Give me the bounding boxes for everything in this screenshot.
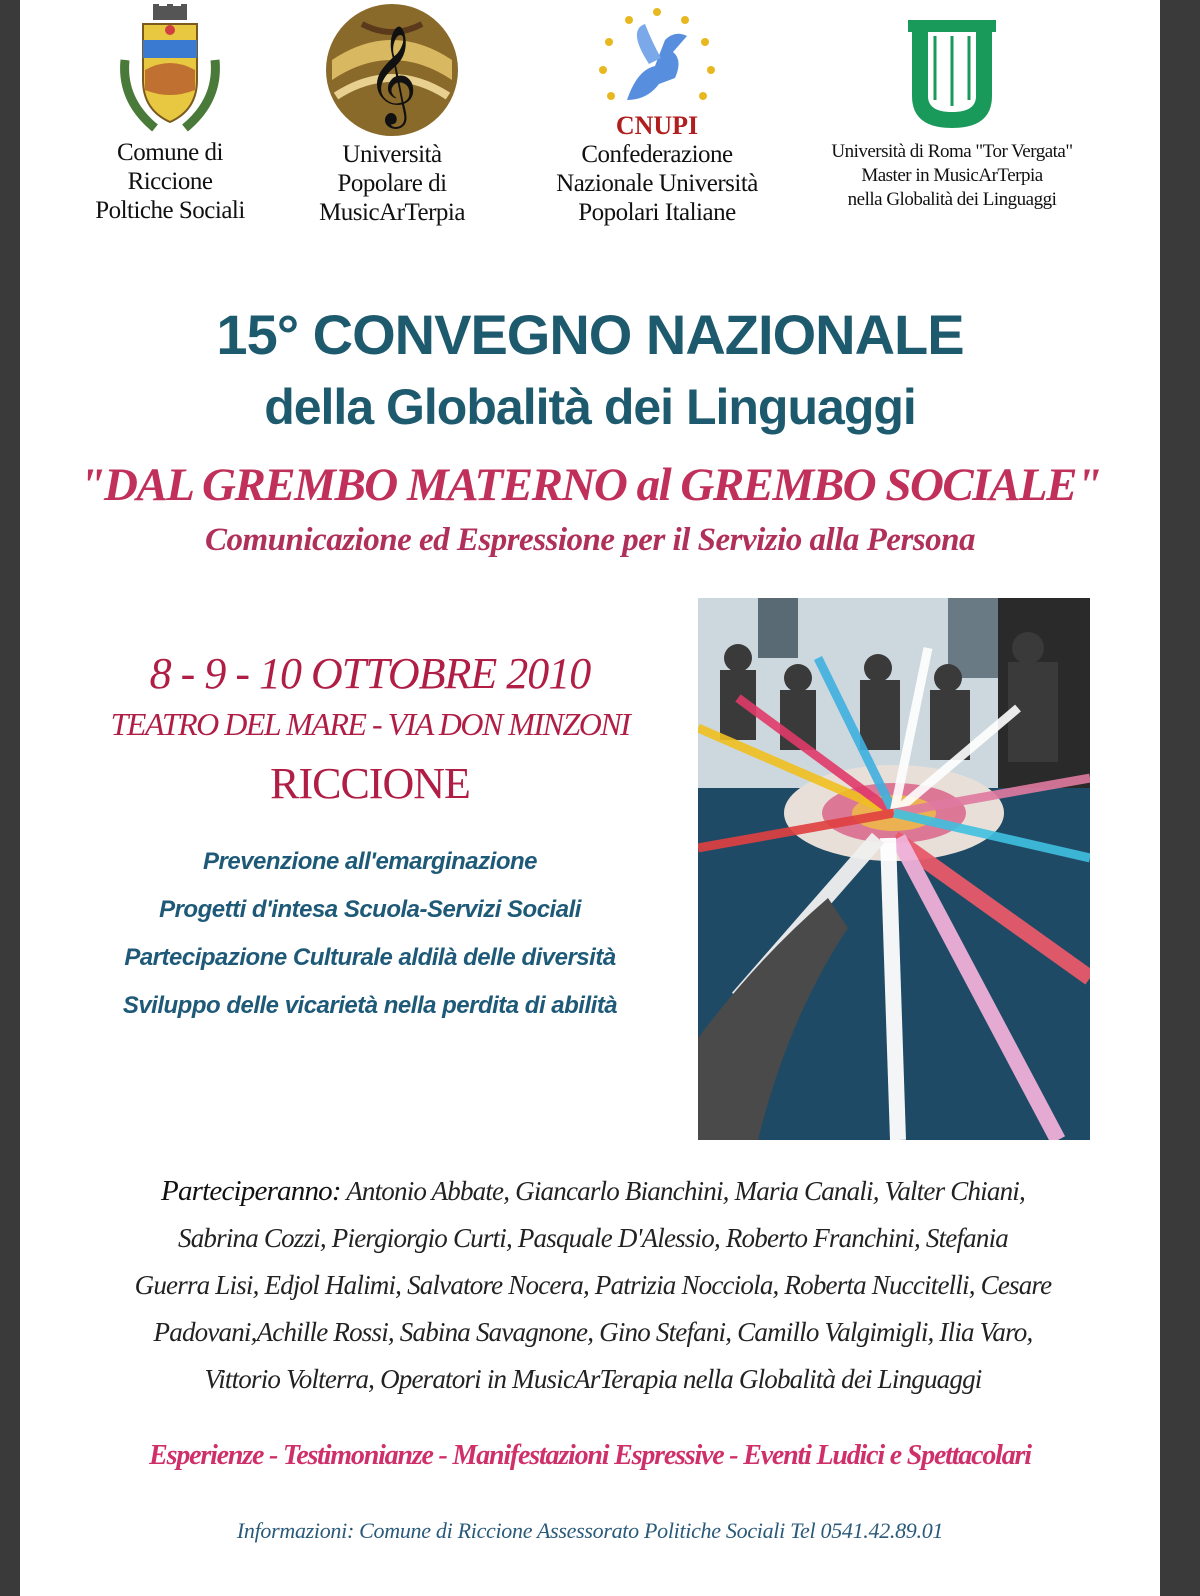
events-tagline: Esperienze - Testimonianze - Manifestazioni Espressive - Eventi Ludici e Spettacolari bbox=[149, 1440, 1031, 1471]
topic-item: Partecipazione Culturale aldilà delle diversità bbox=[124, 944, 616, 971]
event-dates: 8 - 9 - 10 OTTOBRE 2010 bbox=[149, 649, 591, 698]
participants-line: Guerra Lisi, Edjol Halimi, Salvatore Nocera, Patrizia Nocciola, Roberta Nuccitelli, Cesare bbox=[134, 1270, 1052, 1300]
logo-comune-riccione bbox=[60, 0, 280, 225]
logo-tor-vergata bbox=[802, 0, 1102, 212]
logo-caption: Confederazione Nazionale Università Popolari Italiane bbox=[556, 141, 758, 226]
treble-clef-icon bbox=[322, 0, 462, 140]
event-venue: TEATRO DEL MARE - VIA DON MINZONI bbox=[110, 706, 630, 742]
logo-caption: Università Popolare di MusicArTerpia bbox=[319, 141, 465, 226]
participants-line: Padovani,Achille Rossi, Sabina Savagnone, Gino Stefani, Camillo Valgimigli, Ilia Varo, bbox=[153, 1317, 1033, 1347]
participants-line: Antonio Abbate, Giancarlo Bianchini, Maria Canali, Valter Chiani, bbox=[346, 1176, 1025, 1206]
conference-title: 15° CONVEGNO NAZIONALE bbox=[216, 303, 964, 366]
logo-universita-musicarterpia bbox=[282, 0, 502, 227]
participants-block bbox=[48, 1168, 1138, 1403]
tor-vergata-icon bbox=[902, 0, 1002, 140]
poster-sheet bbox=[20, 0, 1160, 1596]
contact-info: Informazioni: Comune di Riccione Assessorato Politiche Sociali Tel 0541.42.89.01 bbox=[236, 1518, 944, 1543]
logo-row bbox=[20, 0, 1160, 240]
conference-theme: "DAL GREMBO MATERNO al GREMBO SOCIALE" bbox=[79, 459, 1101, 511]
logo-caption: Comune di Riccione Poltiche Sociali bbox=[95, 139, 245, 224]
logo-cnupi bbox=[522, 0, 792, 227]
conference-subtheme: Comunicazione ed Espressione per il Servizio alla Persona bbox=[205, 522, 975, 558]
ribbon-circle-photo bbox=[698, 598, 1090, 1140]
pegasus-icon bbox=[587, 0, 727, 140]
logo-caption: Università di Roma "Tor Vergata" Master in MusicArTerpia nella Globalità dei Linguaggi bbox=[831, 141, 1073, 210]
topic-item: Progetti d'intesa Scuola-Servizi Sociali bbox=[159, 896, 581, 923]
participants-lead: Parteciperanno: bbox=[161, 1175, 341, 1207]
event-city: RICCIONE bbox=[270, 759, 470, 808]
coat-of-arms-icon bbox=[115, 0, 225, 138]
topic-item: Prevenzione all'emarginazione bbox=[203, 848, 537, 875]
topics-list bbox=[50, 838, 690, 1030]
participants-line-1 bbox=[48, 1168, 1138, 1215]
cnupi-emblem-text: CNUPI bbox=[615, 111, 699, 140]
participants-line: Vittorio Volterra, Operatori in MusicArTerapia nella Globalità dei Linguaggi bbox=[204, 1364, 982, 1394]
conference-subtitle: della Globalità dei Linguaggi bbox=[264, 379, 916, 435]
participants-line: Sabrina Cozzi, Piergiorgio Curti, Pasquale D'Alessio, Roberto Franchini, Stefania bbox=[178, 1223, 1008, 1253]
svg-text:𝄞: 𝄞 bbox=[366, 25, 418, 125]
topic-item: Sviluppo delle vicarietà nella perdita di abilità bbox=[122, 992, 618, 1019]
